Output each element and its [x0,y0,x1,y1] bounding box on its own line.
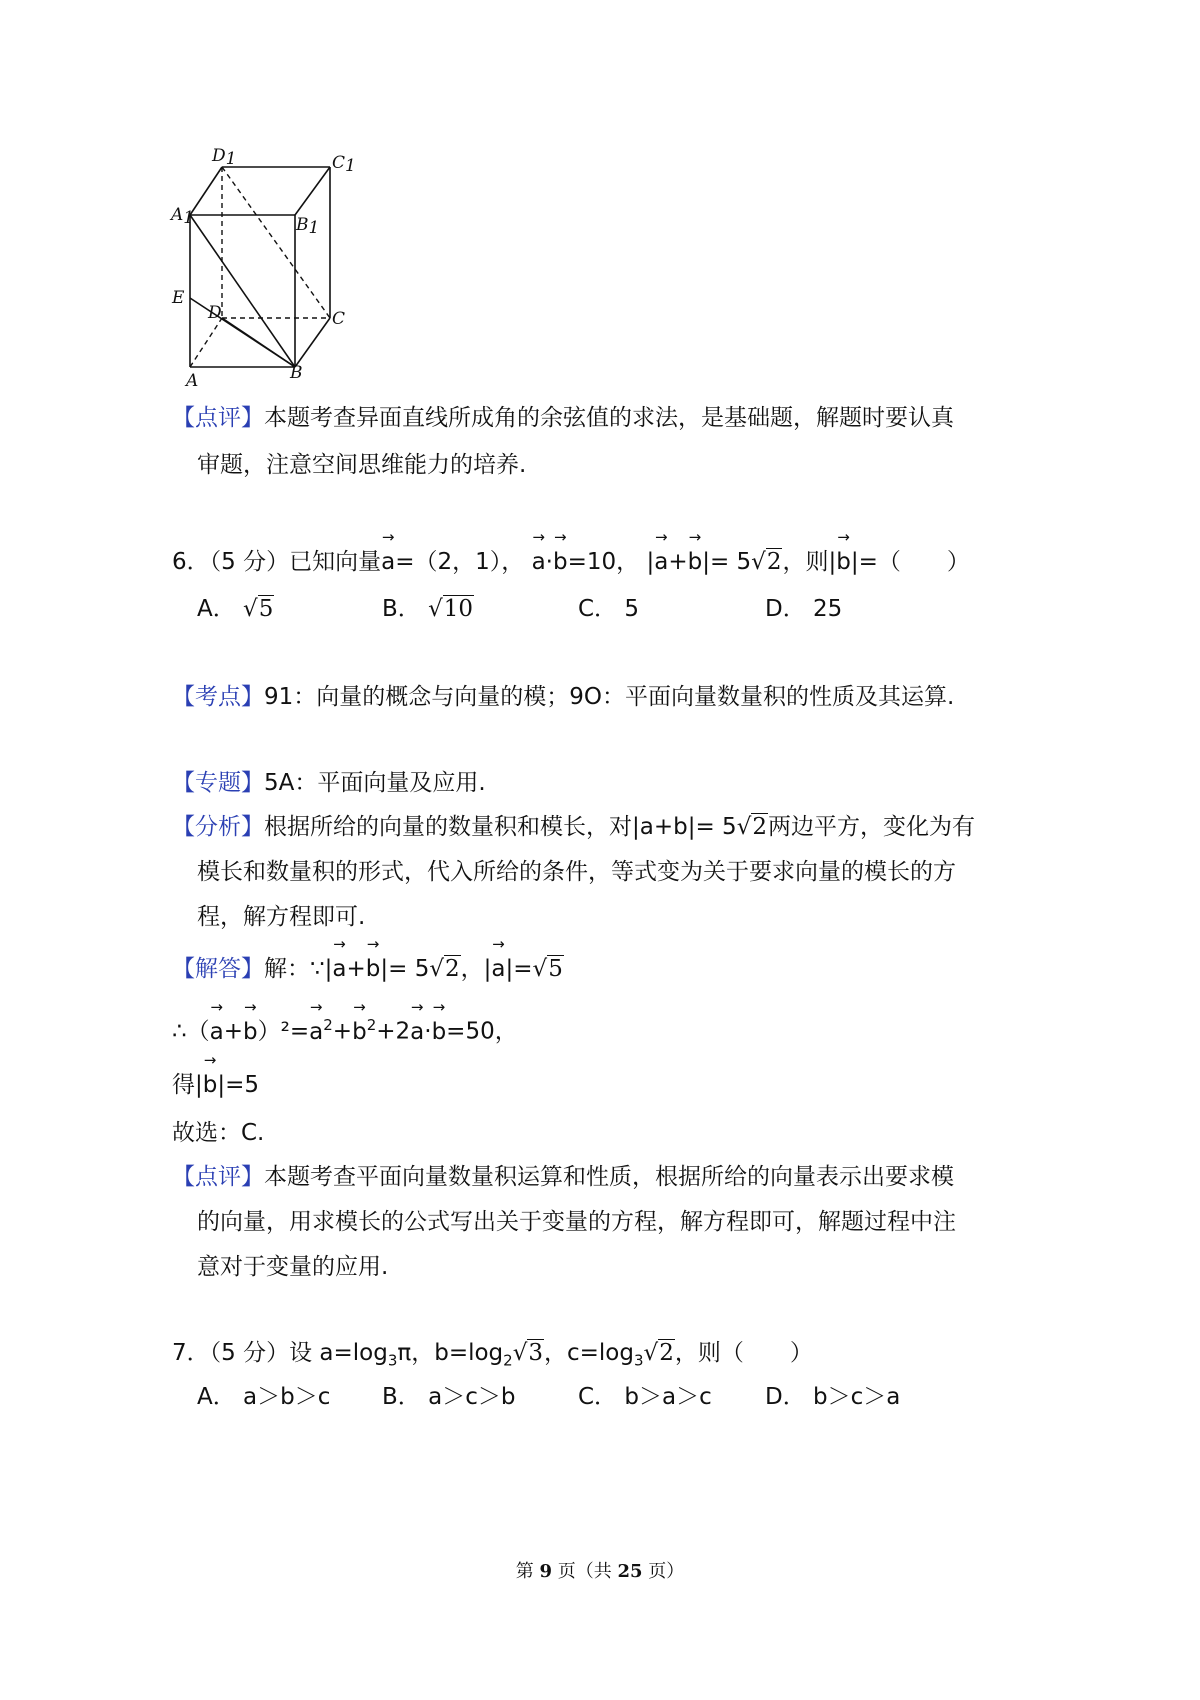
q6-fenxi-line2: 模长和数量积的形式，代入所给的条件，等式变为关于要求向量的模长的方 [197,859,956,885]
dianping-tag: 【点评】 [172,1164,264,1190]
q6-stem: 6．（5 分）已知向量→ a=（2，1）， → a·→ b=10， |→ a+→ b|= 5√2，则|→ b|=（ ） [172,545,970,577]
vec-b: → b [243,1015,258,1047]
fenxi-abs: |a+b| [632,814,696,840]
fenxi-eq: = 5 [695,814,737,840]
vec-b: → b [352,1015,367,1047]
label-b: B [290,363,303,383]
q6-option-c[interactable]: C． 5 [578,596,640,622]
eq-5: =5 [225,1072,260,1098]
vec-a: → a [309,1015,323,1047]
vec-b: → b [432,1015,447,1047]
plus: + [332,1018,353,1045]
sqrt-5: √5 [243,596,274,622]
edge-b1-c1 [295,167,330,215]
sqrt-2: √2 [429,956,460,982]
label-a: A [186,371,199,391]
label-c: C [332,309,346,329]
q6-dot-value: =10， [567,549,640,575]
sqrt-3: √3 [512,1340,543,1366]
page-footer: 第 9 页（共 25 页） [515,1561,685,1582]
q6-option-a[interactable]: A． √5 [197,596,274,622]
q7-c: ，c=log [544,1340,634,1366]
eq-50: =50， [446,1018,518,1045]
q6-jieda-line3: 得|→ b|=5 [172,1068,259,1100]
review5-tag: 【点评】 [172,405,264,431]
sqrt-5: √5 [532,956,563,982]
q7-pi: π，b=log [397,1340,504,1366]
sq: 2 [366,1016,377,1034]
sqrt-2: √2 [643,1340,674,1366]
vec-a: → a [210,1015,224,1047]
q7-option-c[interactable]: C． b＞a＞c [578,1384,712,1410]
q7-lead: （5 分）设 a=log [209,1340,388,1366]
review5-text1: 本题考查异面直线所成角的余弦值的求法，是基础题，解题时要认真 [264,405,954,431]
jieda-eq: = 5 [388,956,430,982]
q6-dianping-line1 [172,1162,954,1192]
q6-coord: =（2，1）， [395,549,525,575]
jieda-eq2: = [513,956,533,982]
therefore: ∴（ [172,1018,210,1045]
q7-option-a[interactable]: A． a＞b＞c [197,1384,331,1410]
label-d1: D1 [212,146,237,169]
vec-a: → a [381,545,395,577]
cuboid-figure [171,146,380,400]
q7-option-b[interactable]: B． a＞c＞b [382,1384,516,1410]
close-square: ）²= [257,1018,310,1045]
label-a1: A1 [171,205,195,228]
label-d: D [208,303,222,323]
plus-two: +2 [376,1018,411,1045]
sqrt-2: √2 [751,549,782,575]
hidden-a-d [190,318,222,367]
vec-b: → b [688,545,703,577]
vec-b: → b [836,545,851,577]
fenxi-tag: 【分析】 [172,814,264,840]
fenxi-text1b: 两边平方，变化为有 [767,814,975,840]
sub-2: 2 [503,1351,513,1370]
q6-kaodian [172,682,954,712]
vec-b: → b [553,545,568,577]
sub-3: 3 [633,1351,644,1370]
q6-option-d[interactable]: D． 25 [765,596,843,622]
vec-a: → a [532,545,546,577]
q6-jieda-line1: 【解答】解：∵|→ a+→ b|= 5√2，|→ a|=√5 [172,952,564,984]
q7-option-d[interactable]: D． b＞c＞a [765,1384,901,1410]
label-e: E [172,288,185,308]
sqrt-10: √10 [428,596,474,622]
jieda-lead: 解：∵ [264,956,325,982]
q6-score: （5 分）已知向量 [209,549,382,575]
q6-zhuanti [172,768,486,798]
edge-b-c [295,318,330,367]
vec-a: → a [491,952,505,984]
q6-fenxi-line1 [172,812,975,842]
q6-guxuan: 故选：C. [172,1120,265,1146]
sub-3: 3 [387,1351,398,1370]
review5-line2 [197,450,526,480]
de: 得 [172,1072,195,1098]
label-b1: B1 [296,215,320,238]
q6-mod-eq: = 5 [709,549,752,575]
q6-then: ，则 [782,549,829,575]
kaodian-tag: 【考点】 [172,684,264,710]
zhuanti-tag: 【专题】 [172,770,264,796]
vec-b: → b [366,952,381,984]
sqrt-2: √2 [736,814,767,840]
kaodian-text: 91：向量的概念与向量的模；9O：平面向量数量积的性质及其运算. [264,684,955,710]
q6-fenxi-line3: 程，解方程即可. [197,904,366,930]
vec-a: → a [332,952,346,984]
label-c1: C1 [332,153,356,176]
q7-number: 7． [172,1340,210,1366]
q7-then: ，则（ ） [674,1340,813,1366]
q6-dianping-line2: 的向量，用求模长的公式写出关于变量的方程，解方程即可，解题过程中注 [197,1209,956,1235]
dot-symbol: · [424,1018,432,1045]
jieda-tag: 【解答】 [172,956,264,982]
diag-a1-b [190,215,295,367]
q6-jieda-line2 [172,1010,518,1047]
q7-stem [172,1338,813,1376]
page-total: 25 [617,1561,643,1582]
dianping-text1: 本题考查平面向量数量积运算和性质，根据所给的向量表示出要求模 [264,1164,954,1190]
seg-d-b [222,318,295,367]
vec-a: → a [410,1015,424,1047]
dot-symbol: · [545,549,553,575]
page-number: 9 [539,1561,552,1582]
q6-dianping-line3: 意对于变量的应用. [197,1254,389,1280]
review5-line1 [172,403,954,433]
q6-number: 6． [172,549,210,575]
edge-a1-d1 [190,167,222,215]
plus: + [223,1018,244,1045]
review5-text2: 审题，注意空间思维能力的培养. [197,452,527,478]
fenxi-text1a: 根据所给的向量的数量积和模长，对 [264,814,632,840]
q6-ask: =（ ） [858,549,970,575]
zhuanti-text: 5A：平面向量及应用. [264,770,486,796]
sq: 2 [323,1016,333,1034]
q6-option-b[interactable]: B． √10 [382,596,474,622]
vec-a: → a [654,545,668,577]
vec-b: → b [203,1068,218,1100]
